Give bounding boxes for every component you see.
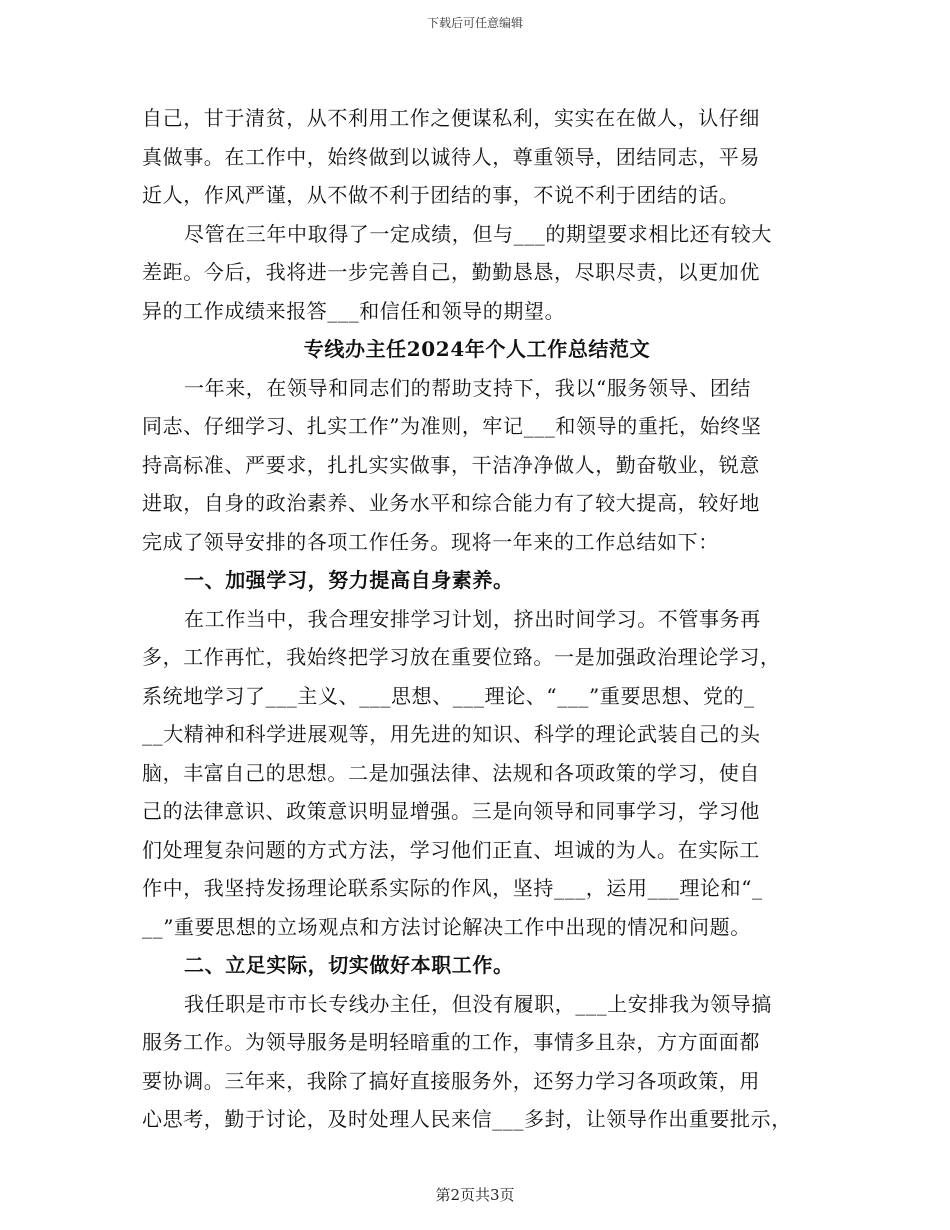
body-line: 服务工作。为领导服务是明轻暗重的工作，事情多且杂，方方面面都 <box>142 1030 760 1054</box>
body-line: 作中，我坚持发扬理论联系实际的作风，坚持___，运用___理论和“_ <box>142 876 763 900</box>
section-heading: 二、立足实际，切实做好本职工作。 <box>184 953 514 977</box>
body-line: 完成了领导安排的各项工作任务。现将一年来的工作总结如下： <box>142 529 719 554</box>
body-line: 我任职是市市长专线办主任，但没有履职，___上安排我为领导搞 <box>184 991 772 1016</box>
section-heading: 一、加强学习，努力提高自身素养。 <box>184 568 514 592</box>
body-line: 在工作当中，我合理安排学习计划，挤出时间学习。不管事务再 <box>184 606 761 631</box>
body-line: 脑，丰富自己的思想。二是加强法律、法规和各项政策的学习，使自 <box>142 760 760 785</box>
body-line: 们处理复杂问题的方式方法，学习他们正直、坦诚的为人。在实际工 <box>142 837 760 862</box>
page-footer: 第2页共3页 <box>435 1186 515 1204</box>
body-line: 心思考，勤于讨论，及时处理人民来信___多封，让领导作出重要批示， <box>142 1107 792 1131</box>
body-line: 差距。今后，我将进一步完善自己，勤勤恳恳，尽职尽责，以更加优 <box>142 260 760 284</box>
body-line: 尽管在三年中取得了一定成绩，但与___的期望要求相比还有较大 <box>184 221 772 246</box>
body-line: 同志、仔细学习、扎实工作”为准则，牢记___和领导的重托，始终坚 <box>142 414 762 438</box>
body-line: 真做事。在工作中，始终做到以诚待人，尊重领导，团结同志，平易 <box>142 144 760 169</box>
page-header: 下载后可任意编辑 <box>426 16 523 30</box>
body-line: __大精神和科学进展观等，用先进的知识、科学的理论武装自己的头 <box>142 722 761 746</box>
section-title: 专线办主任2024年个人工作总结范文 <box>303 337 651 361</box>
body-line: 要协调。三年来，我除了搞好直接服务外，还努力学习各项政策，用 <box>142 1068 760 1093</box>
body-line: 近人，作风严谨，从不做不利于团结的事，不说不利于团结的话。 <box>142 183 740 207</box>
body-line: 持高标准、严要求，扎扎实实做事，干洁净净做人，勤奋敬业，锐意 <box>142 452 760 477</box>
body-line: __”重要思想的立场观点和方法讨论解决工作中出现的情况和问题。 <box>142 914 751 939</box>
document-body <box>142 108 812 1148</box>
body-line: 一年来，在领导和同志们的帮助支持下，我以“服务领导、团结 <box>184 375 752 400</box>
body-line: 自己，甘于清贫，从不利用工作之便谋私利，实实在在做人，认仔细 <box>142 106 760 130</box>
body-line: 己的法律意识、政策意识明显增强。三是向领导和同事学习，学习他 <box>142 799 760 823</box>
body-line: 系统地学习了___主义、___思想、___理论、“___”重要思想、党的_ <box>142 683 755 708</box>
body-line: 异的工作成绩来报答___和信任和领导的期望。 <box>142 298 566 323</box>
body-line: 多，工作再忙，我始终把学习放在重要位臵。一是加强政治理论学习， <box>142 645 781 669</box>
body-line: 进取，自身的政治素养、业务水平和综合能力有了较大提高，较好地 <box>142 491 760 515</box>
